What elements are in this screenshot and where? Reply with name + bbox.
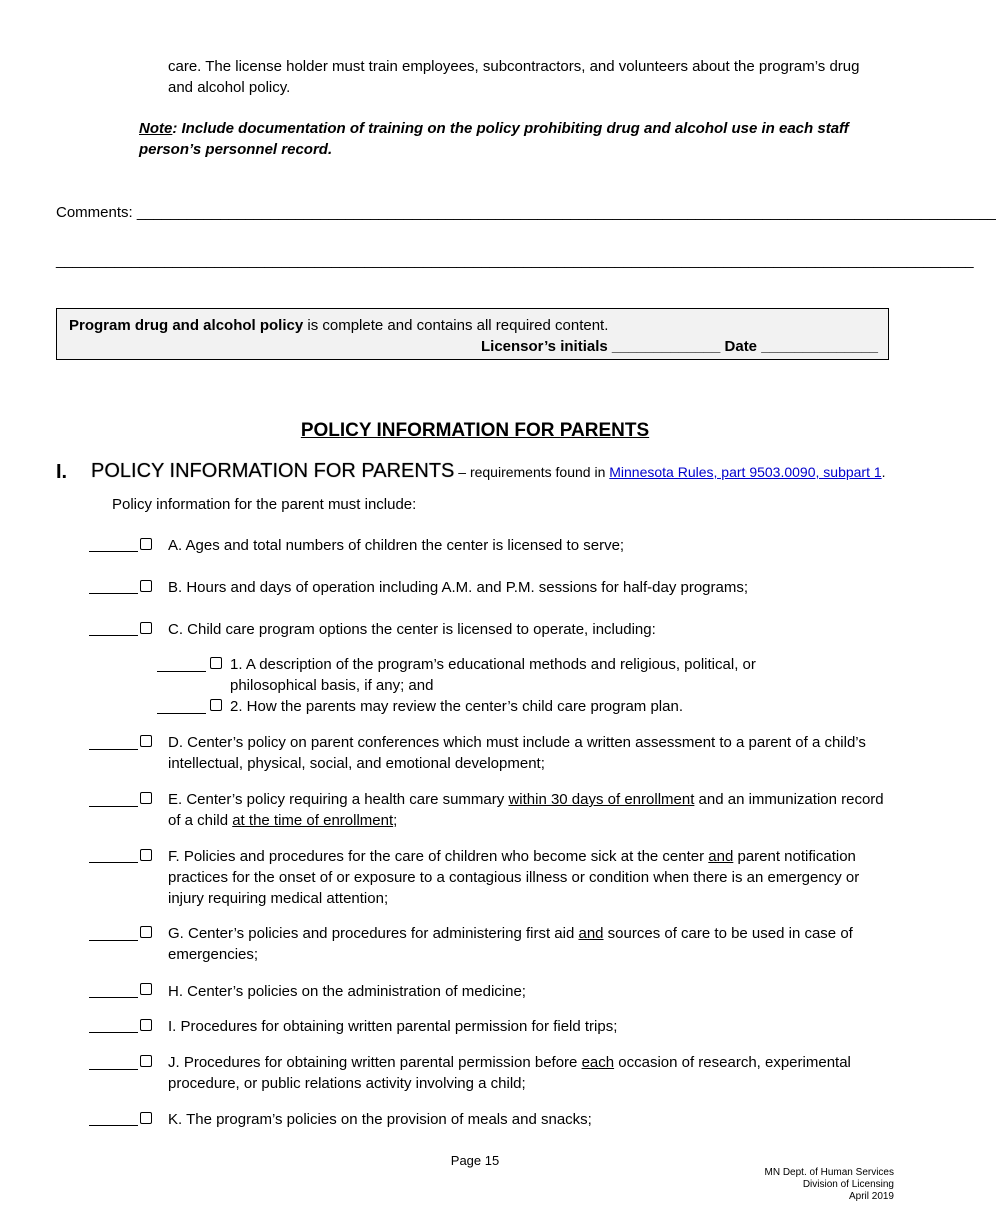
item-e-text-2: and an immunization record of a child [168, 791, 884, 829]
initials-blank-j[interactable] [89, 1069, 138, 1070]
checkbox-d[interactable] [140, 735, 152, 747]
continuation-paragraph: care. The license holder must train employees, subcontractors, and volunteers about the program’s drug and alcohol policy. [168, 58, 860, 96]
checkbox-e[interactable] [140, 792, 152, 804]
section-heading-title: POLICY INFORMATION FOR PARENTS [91, 460, 455, 482]
initials-blank-a[interactable] [89, 551, 138, 552]
page-number: Page 15 [450, 1153, 500, 1168]
initials-blank-i[interactable] [89, 1032, 138, 1033]
item-e [168, 789, 888, 831]
checkbox-f[interactable] [140, 849, 152, 861]
initials-blank-c2[interactable] [157, 713, 206, 714]
note-text: : Include documentation of training on the policy prohibiting drug and alcohol use in each staff person’s personnel record. [139, 120, 849, 158]
item-j-text-2: occasion of research, experimental procedure, or public relations activity involving a child; [168, 1054, 851, 1092]
item-j-text-1: J. Procedures for obtaining written parental permission before [168, 1054, 582, 1071]
checkbox-k[interactable] [140, 1112, 152, 1124]
licensor-verification-box [56, 308, 889, 360]
initials-label: Licensor’s initials [481, 338, 608, 355]
checkbox-h[interactable] [140, 983, 152, 995]
date-label: Date [724, 338, 758, 355]
item-h: H. Center’s policies on the administration of medicine; [168, 983, 526, 1000]
item-b: B. Hours and days of operation including A.M. and P.M. sessions for half-day programs; [168, 579, 749, 596]
initials-blank-f[interactable] [89, 862, 138, 863]
section-heading [91, 461, 886, 483]
initials-blank-d[interactable] [89, 749, 138, 750]
comments-field[interactable] [56, 202, 996, 223]
item-j [168, 1052, 888, 1094]
comments-label: Comments: [56, 204, 133, 221]
initials-blank-k[interactable] [89, 1125, 138, 1126]
item-c: C. Child care program options the center is licensed to operate, including: [168, 621, 656, 638]
section-intro: Policy information for the parent must include: [112, 496, 417, 513]
item-g-underline: and [578, 925, 604, 942]
initials-blank-e[interactable] [89, 806, 138, 807]
section-req-text: – requirements found in [454, 464, 610, 480]
initials-blank-c1[interactable] [157, 671, 206, 672]
item-e-end: ; [393, 812, 398, 829]
checkbox-c1[interactable] [210, 657, 222, 669]
policy-complete-statement [69, 315, 608, 336]
checkbox-b[interactable] [140, 580, 152, 592]
footer-org [765, 1167, 895, 1203]
initials-blank-h[interactable] [89, 997, 138, 998]
page-title: POLICY INFORMATION FOR PARENTS [300, 420, 650, 441]
item-e-underline-1: within 30 days of enrollment [508, 791, 695, 808]
item-f [168, 846, 888, 909]
item-k: K. The program’s policies on the provision of meals and snacks; [168, 1111, 592, 1128]
checkbox-g[interactable] [140, 926, 152, 938]
policy-name: Program drug and alcohol policy [69, 317, 304, 334]
item-f-underline: and [708, 848, 734, 865]
checkbox-a[interactable] [140, 538, 152, 550]
item-c1: 1. A description of the program’s educational methods and religious, political, or philosophical basis, if any; and [230, 656, 756, 694]
item-j-underline: each [581, 1054, 615, 1071]
footer-dept: MN Dept. of Human Services [764, 1167, 894, 1178]
training-note [139, 118, 879, 160]
comments-line-2[interactable]: ______________________________________________________________________________________________________________ [56, 252, 974, 269]
item-e-underline-2: at the time of enrollment [232, 812, 394, 829]
date-field[interactable]: ______________ [761, 338, 878, 355]
minnesota-rules-link[interactable]: Minnesota Rules, part 9503.0090, subpart 1 [609, 464, 882, 480]
initials-date-row [481, 336, 878, 357]
initials-blank-b[interactable] [89, 593, 138, 594]
policy-statement: is complete and contains all required content. [303, 317, 609, 334]
item-g-text-2: sources of care to be used in case of emergencies; [168, 925, 853, 963]
note-label: Note [139, 120, 173, 137]
initials-field[interactable]: _____________ [611, 338, 721, 355]
item-c2: 2. How the parents may review the center’s child care program plan. [230, 698, 683, 715]
footer-division: Division of Licensing [802, 1179, 894, 1190]
item-g-text-1: G. Center’s policies and procedures for administering first aid [168, 925, 579, 942]
item-a: A. Ages and total numbers of children the center is licensed to serve; [168, 537, 625, 554]
section-heading-end: . [881, 464, 886, 480]
item-e-text-1: E. Center’s policy requiring a health care summary [168, 791, 509, 808]
checkbox-j[interactable] [140, 1055, 152, 1067]
checkbox-c[interactable] [140, 622, 152, 634]
checkbox-i[interactable] [140, 1019, 152, 1031]
initials-blank-g[interactable] [89, 940, 138, 941]
section-number: I. [56, 461, 68, 483]
item-f-text-2: parent notification practices for the onset of or exposure to a contagious illness or condition when there is an emergency or injury requiring medical attention; [168, 848, 860, 907]
item-i: I. Procedures for obtaining written parental permission for field trips; [168, 1018, 618, 1035]
checkbox-c2[interactable] [210, 699, 222, 711]
comments-line: _______________________________________________________________________________________________________ [136, 204, 996, 221]
footer-date: April 2019 [848, 1191, 894, 1202]
item-g [168, 923, 888, 965]
item-d: D. Center’s policy on parent conferences which must include a written assessment to a parent of a child’s intellectual, physical, social, and emotional development; [168, 734, 866, 772]
initials-blank-c[interactable] [89, 635, 138, 636]
item-f-text-1: F. Policies and procedures for the care of children who become sick at the center [168, 848, 709, 865]
